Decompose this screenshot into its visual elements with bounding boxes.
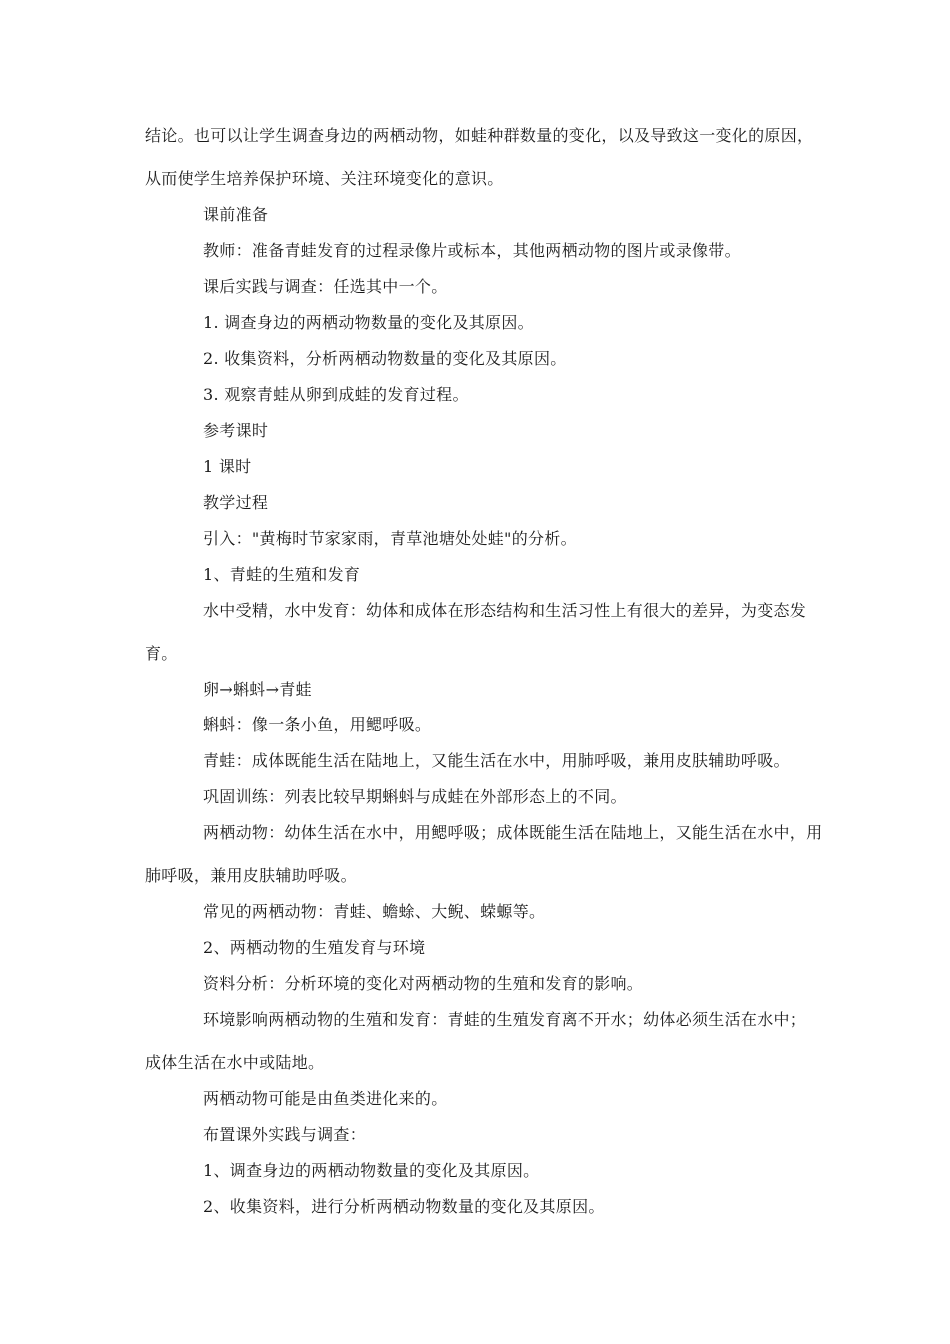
text-line: 课后实践与调查：任选其中一个。 <box>203 277 448 296</box>
text-line: 布置课外实践与调查： <box>203 1125 367 1144</box>
text-line: 结论。也可以让学生调查身边的两栖动物，如蛙种群数量的变化，以及导致这一变化的原因， <box>145 126 814 145</box>
section-heading: 1、青蛙的生殖和发育 <box>203 565 361 584</box>
text-line: 育。 <box>145 644 178 663</box>
list-item: 2. 收集资料，分析两栖动物数量的变化及其原因。 <box>203 349 567 368</box>
text-line: 从而使学生培养保护环境、关注环境变化的意识。 <box>145 169 504 188</box>
text-line: 肺呼吸，兼用皮肤辅助呼吸。 <box>145 866 357 885</box>
text-line: 两栖动物可能是由鱼类进化来的。 <box>203 1089 448 1108</box>
text-line: 蝌蚪：像一条小鱼，用鳃呼吸。 <box>203 715 432 734</box>
text-line: 两栖动物：幼体生活在水中，用鳃呼吸；成体既能生活在陆地上，又能生活在水中，用 <box>203 823 823 842</box>
text-line: 青蛙：成体既能生活在陆地上，又能生活在水中，用肺呼吸，兼用皮肤辅助呼吸。 <box>203 751 790 770</box>
text-line: 常见的两栖动物：青蛙、蟾蜍、大鲵、蝾螈等。 <box>203 902 546 921</box>
text-line: 环境影响两栖动物的生殖和发育：青蛙的生殖发育离不开水；幼体必须生活在水中； <box>203 1010 807 1029</box>
text-line: 引入："黄梅时节家家雨，青草池塘处处蛙"的分析。 <box>203 529 577 548</box>
section-heading: 课前准备 <box>203 205 269 224</box>
list-item: 1、调查身边的两栖动物数量的变化及其原因。 <box>203 1161 540 1180</box>
section-heading: 2、两栖动物的生殖发育与环境 <box>203 938 426 957</box>
text-line: 卵→蝌蚪→青蛙 <box>203 680 312 699</box>
text-line: 1 课时 <box>203 457 252 476</box>
text-line: 成体生活在水中或陆地。 <box>145 1053 325 1072</box>
list-item: 3. 观察青蛙从卵到成蛙的发育过程。 <box>203 385 469 404</box>
text-line: 水中受精，水中发育：幼体和成体在形态结构和生活习性上有很大的差异，为变态发 <box>203 601 807 620</box>
text-line: 教师：准备青蛙发育的过程录像片或标本，其他两栖动物的图片或录像带。 <box>203 241 741 260</box>
text-line: 巩固训练：列表比较早期蝌蚪与成蛙在外部形态上的不同。 <box>203 787 627 806</box>
section-heading: 教学过程 <box>203 493 269 512</box>
section-heading: 参考课时 <box>203 421 269 440</box>
list-item: 2、收集资料，进行分析两栖动物数量的变化及其原因。 <box>203 1197 605 1216</box>
list-item: 1. 调查身边的两栖动物数量的变化及其原因。 <box>203 313 534 332</box>
text-line: 资料分析：分析环境的变化对两栖动物的生殖和发育的影响。 <box>203 974 644 993</box>
